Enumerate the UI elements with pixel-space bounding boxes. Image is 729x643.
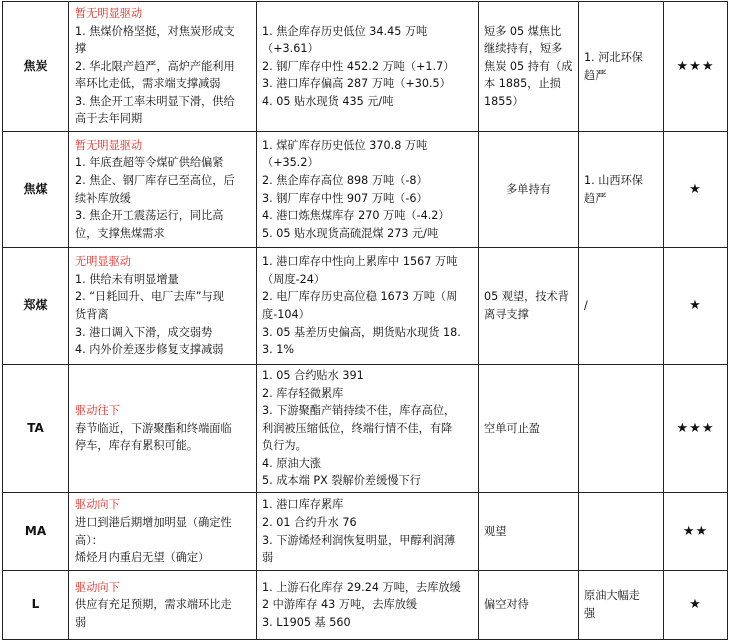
- strategy-cell: [479, 493, 579, 571]
- commodity-name: L: [3, 571, 69, 640]
- strategy-cell: [479, 365, 579, 493]
- logic-cell: [69, 248, 257, 365]
- strategy-line: 观望: [484, 524, 507, 538]
- data-line: 2. 电厂库存历史高位稳 1673 万吨（周: [262, 290, 458, 304]
- logic-line: 2. 华北限产趋严，高炉产能利用: [75, 59, 235, 73]
- driver-headline: 驱动往下: [75, 404, 120, 418]
- logic-cell: [69, 132, 257, 248]
- data-cell: [257, 571, 479, 640]
- strategy-line: 空单可止盈: [484, 421, 540, 435]
- strategy-line: 焦炭 05 持有（成: [484, 59, 573, 73]
- logic-line: 烯烃月内重启无望（确定）: [75, 551, 210, 565]
- data-line: （周度-24）: [262, 272, 326, 286]
- risk-line: 强: [584, 607, 596, 620]
- risk-line: /: [584, 299, 588, 313]
- logic-line: 进口到港后期增加明显（确定性: [75, 515, 232, 529]
- data-cell: [257, 132, 479, 248]
- data-line: 度-104）: [262, 308, 310, 321]
- logic-line: 春节临近，下游聚酯和终端面临: [75, 421, 232, 435]
- commodity-name: 焦炭: [3, 2, 69, 132]
- data-line: 4. 05 贴水现货 435 元/吨: [262, 94, 394, 108]
- data-line: 4. 港口炼焦煤库存 270 万吨（-4.2）: [262, 209, 450, 223]
- logic-cell: [69, 571, 257, 640]
- risk-line: 1. 河北环保: [584, 50, 643, 64]
- data-cell: [257, 365, 479, 493]
- driver-headline: 无明显驱动: [75, 255, 131, 269]
- commodity-name: 郑煤: [3, 248, 69, 365]
- data-line: 2. 焦企库存高位 898 万吨（-8）: [262, 173, 428, 187]
- logic-line: 弱: [75, 615, 87, 629]
- data-line: 5. 成本端 PX 裂解价差缓慢下行: [262, 474, 421, 488]
- commodity-name: MA: [3, 493, 69, 571]
- risk-line: 趋严: [584, 68, 607, 82]
- strategy-cell: [479, 132, 579, 248]
- risk-cell: [579, 248, 664, 365]
- logic-line: 2. “日耗回升、电厂去库”与现: [75, 290, 224, 304]
- strategy-line: 1855）: [484, 94, 524, 108]
- data-line: 负行为。: [262, 439, 307, 453]
- data-line: 3. 下游聚酯产销持续不佳，库存高位，: [262, 404, 456, 418]
- strategy-line: 偏空对待: [484, 598, 529, 612]
- data-line: 1. 煤矿库存历史低位 370.8 万吨: [262, 138, 428, 152]
- driver-headline: 驱动向下: [75, 498, 120, 512]
- logic-line: 供应有充足预期，需求端环比走: [75, 598, 232, 612]
- strategy-line: 继续持有，短多: [484, 42, 563, 56]
- data-line: 3. 下游烯烃利润恢复明显，甲醇利润薄: [262, 533, 456, 547]
- table-row: [3, 248, 728, 365]
- data-line: 2. 钢厂库存中性 452.2 万吨（+1.7）: [262, 59, 455, 73]
- strategy-line: 本 1885，止损: [484, 77, 561, 91]
- commodity-name: 焦煤: [3, 132, 69, 248]
- table-row: [3, 132, 728, 248]
- table-row: [3, 2, 728, 132]
- driver-headline: 驱动向下: [75, 580, 120, 594]
- data-line: 3. 港口库存偏高 287 万吨（+30.5）: [262, 77, 451, 91]
- data-line: 弱: [262, 551, 274, 565]
- data-line: 2. 库存轻微累库: [262, 386, 344, 400]
- logic-line: 3. 焦企开工震荡运行，同比高: [75, 209, 224, 223]
- risk-line: 1. 山西环保: [584, 173, 643, 187]
- logic-line: 3. 焦企开工率未明显下滑，供给: [75, 94, 235, 108]
- logic-cell: [69, 2, 257, 132]
- risk-line: 趋严: [584, 191, 607, 205]
- logic-line: 率环比走低，需求端支撑减弱: [75, 77, 221, 91]
- strategy-cell: [479, 2, 579, 132]
- data-line: 3. 05 基差历史偏高，期货贴水现货 18.: [262, 325, 461, 339]
- data-line: （+35.2）: [262, 156, 319, 170]
- data-line: 3. L1905 基 560: [262, 615, 351, 629]
- driver-headline: 暂无明显驱动: [75, 6, 143, 20]
- strategy-line: 短多 05 煤焦比: [484, 24, 562, 38]
- logic-line: 高于去年同期: [75, 112, 143, 126]
- table-row: [3, 493, 728, 571]
- logic-line: 1. 焦煤价格坚挺，对焦炭形成支: [75, 24, 235, 38]
- driver-headline: 暂无明显驱动: [75, 138, 143, 152]
- strategy-line: 离寻支撑: [484, 308, 529, 321]
- data-cell: [257, 248, 479, 365]
- strategy-cell: [479, 248, 579, 365]
- commodity-name: TA: [3, 365, 69, 493]
- table-row: [3, 365, 728, 493]
- data-line: 4. 原油大涨: [262, 456, 321, 470]
- strategy-line: 05 观望，技术背: [484, 290, 569, 304]
- data-line: 1. 港口库存累库: [262, 498, 344, 512]
- data-line: 2. 01 合约升水 76: [262, 515, 357, 529]
- data-line: （+3.61）: [262, 42, 319, 56]
- risk-cell: [579, 132, 664, 248]
- logic-line: 货背离: [75, 308, 109, 321]
- logic-line: 撑: [75, 42, 87, 56]
- data-cell: [257, 2, 479, 132]
- strategy-line: 多单持有: [506, 182, 551, 196]
- strategy-cell: [479, 571, 579, 640]
- data-line: 5. 05 贴水现货高硫混煤 273 元/吨: [262, 226, 439, 240]
- data-line: 3. 钢厂库存中性 907 万吨（-6）: [262, 191, 428, 205]
- data-line: 1. 焦企库存历史低位 34.45 万吨: [262, 24, 428, 38]
- logic-line: 位，支撑焦煤需求: [75, 226, 165, 240]
- risk-line: 原油大幅走: [584, 589, 640, 603]
- data-line: 1. 港口库存中性向上累库中 1567 万吨: [262, 255, 458, 269]
- risk-cell: [579, 571, 664, 640]
- logic-line: 2. 焦企、钢厂库存已至高位，后: [75, 173, 235, 187]
- data-line: 1. 上游石化库存 29.24 万吨，去库放缓: [262, 580, 461, 594]
- logic-cell: [69, 365, 257, 493]
- risk-cell: [579, 365, 664, 493]
- logic-cell: [69, 493, 257, 571]
- logic-line: 停车，库存有累积可能。: [75, 439, 199, 453]
- data-line: 利润被压缩低位，终端行情不佳，有降: [262, 421, 453, 435]
- rating-stars: ★★★: [664, 365, 728, 493]
- rating-stars: ★★★: [664, 2, 728, 132]
- data-cell: [257, 493, 479, 571]
- rating-stars: ★: [664, 571, 728, 640]
- table-row: [3, 571, 728, 640]
- rating-stars: ★★: [664, 493, 728, 571]
- rating-stars: ★: [664, 248, 728, 365]
- data-line: 3. 1%: [262, 343, 294, 357]
- risk-cell: [579, 493, 664, 571]
- commodity-strategy-table: [2, 1, 728, 640]
- rating-stars: ★: [664, 132, 728, 248]
- risk-cell: [579, 2, 664, 132]
- logic-line: 3. 港口调入下滑，成交弱势: [75, 325, 213, 339]
- data-line: 2 中游库存 43 万吨，去库放缓: [262, 598, 418, 612]
- logic-line: 高）：: [75, 533, 103, 547]
- logic-line: 4. 内外价差逐步修复支撑减弱: [75, 343, 224, 357]
- logic-line: 1. 年底查超等令煤矿供给偏紧: [75, 156, 224, 170]
- logic-line: 续补库放缓: [75, 191, 131, 205]
- logic-line: 1. 供给未有明显增量: [75, 272, 179, 286]
- data-line: 1. 05 合约贴水 391: [262, 368, 364, 382]
